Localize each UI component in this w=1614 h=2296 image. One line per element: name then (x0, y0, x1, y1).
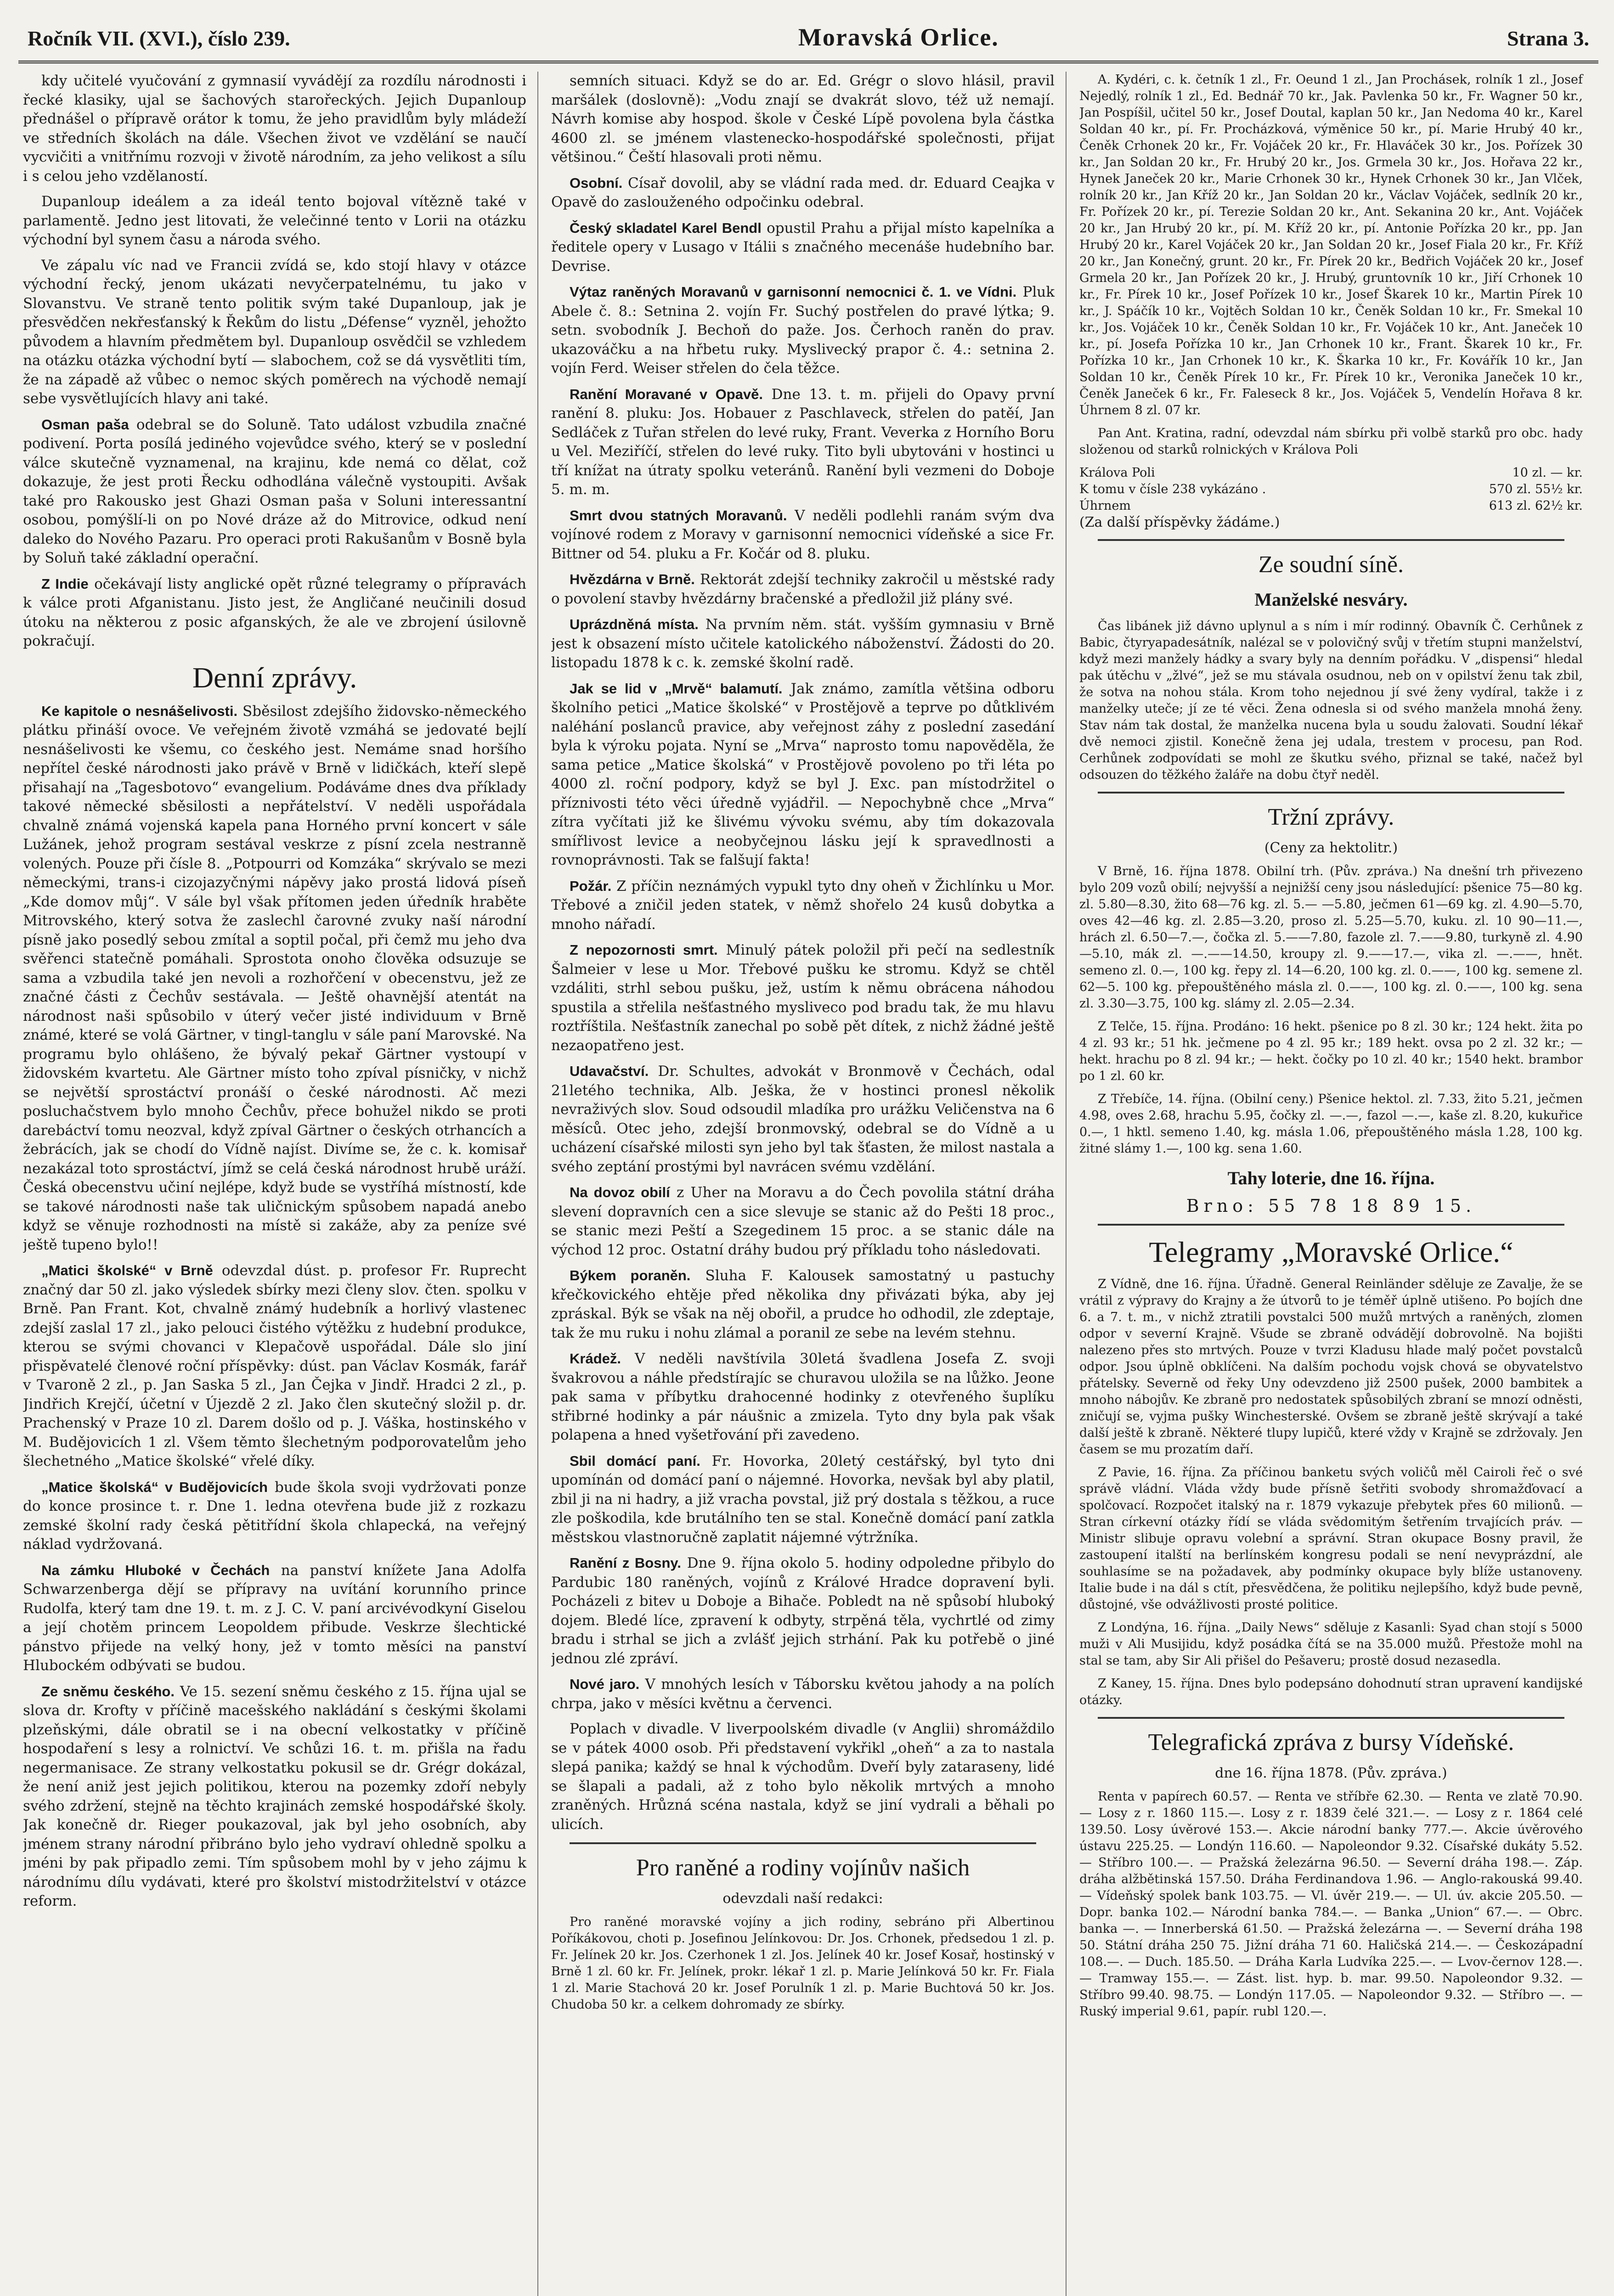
text: Rektorát zdejší techniky zakročil u městské rady o povolení stavby hvězdárny bračenské a předložil již plány své. (551, 571, 1055, 607)
paragraph: Ve zápalu víc nad ve Francii zvídá se, kdo stojí hlavy v otázce východní řecký, jenom ukázati nevyčerpatelnému, tu jako v Slovanstvu. Ve straně tento politik svým také Dupanloup, jak je přesvědčen nekřesťanský k Řekům do listu „Défense“ vyzněl, jehožto původem a hlavním předmětem byl. Dupanloup osvědčil se vzhledem na otázku otázka východní bytí — slabochem, což se dá vysvětliti tím, že na západě až vůbec o nemoc ských poměrech na východě nemají sebe vysvětlujících hlavy ani také. (23, 257, 526, 407)
article-nepozornost (551, 940, 1055, 1055)
issue-number: Ročník VII. (XVI.), číslo 239. (28, 27, 290, 50)
divider (1098, 1224, 1564, 1226)
section-subtitle: odevzdali naší redakci: (722, 1891, 883, 1907)
keyword: Nové jaro. (570, 1676, 640, 1692)
article-kradez (551, 1349, 1055, 1445)
divider (1098, 1717, 1564, 1719)
divider (1098, 792, 1564, 793)
article-raneni-bosna (551, 1553, 1055, 1668)
article-osobni (551, 174, 1055, 212)
article-pozar (551, 877, 1055, 934)
section-title: Telegrafická zpráva z bursy Vídeňské. (1148, 1729, 1514, 1756)
text: Ve 15. sezení sněmu českého z 15. října ujal se slova dr. Krofty v příčině macešského nakládání s českými školami plzeňskými, dále obratil se i na obecní velkostatky v příčině hospodaření s lesy a rolnictví. Ve schůzi 16. t. m. přišla na řadu negermanisace. Ze strany velkostatku pokusil se dr. Grégr dokázal, že není aniž jest jejich politikou, kterou na pozemky zdoří nebyly svého zdržení, stejně na těchto krajinách zemské hospodářské školy. Jak konečně dr. Rieger poukazoval, jak byl jeho osobních, aby jménem strany národní přibráno bylo jeho vydraví ohledně spolku a jméni by pak připadlo zemi. Tím spůsobem mohl by v jeho zájmu k národnímu dílu vydávati, které pro školství mistodržitelství v otázce reform. (23, 1683, 526, 1909)
text: Z příčin neznámých vypukl tyto dny oheň v Žichlínku u Mor. Třebové a zničil jeden statek, v němž shořelo 24 kusů dobytka a mnoho nářadí. (551, 878, 1055, 933)
keyword: Z Indie (41, 575, 89, 592)
text: Pluk Abele č. 8.: Setnina 2. vojín Fr. Suchý postřelen do pravé lýtka; 9. setn. svobodník J. Bechoň do paže. Jos. Čerhoch raněn do prav. ukazováčku a na hřbetu ruky. Myslivecký prapor č. 4.: setnina 2. vojín Ferd. Weiser střelen do čela těžce. (551, 284, 1055, 377)
article-byk (551, 1266, 1055, 1343)
keyword: Ke kapitole o nesnášelivosti. (41, 703, 238, 719)
text: bude škola svoji vydržovati ponze do konce prosince t. r. Dne 1. ledna otevřena bude již z rozkazu zemské školní rady česká pětitřídní škola chlapecká, na veřejný náklad vydržovaná. (23, 1479, 526, 1553)
article-dovoz (551, 1183, 1055, 1260)
paragraph: Z Vídně, dne 16. října. Úřadně. General Reinländer sděluje ze Zavalje, že se vrátil z výpravy do Krajny a že útvorů to je téměř úplně utišeno. Po bojích dne 6. a 7. t. m., v nichž ztratili povstalci 500 mužů mrtvých a raněných, zlomen odpor v severní Krajně. Všude se zbraně odvádějí dobrovolně. Na bojišti nalezeno přes sto mrtvých. Pouze v tvrzi Kladusu hlade malý počet povstalců odpor. Jsou úplně obklíčeni. Na dalším pochodu vojsk chová se obyvatelstvo přátelsky. Severně od řeky Uny odevzdeno již 2500 pušek, 2000 bambitek a mnoho nábojův. Ke zbraně pro nedostatek spůsobilých zbraní se mnozí odněsti, zničují se, vyjma pušky Winchesterské. Ovšem se zbraně ještě skrývají a také další ještě k zbraně. Některé tlupy lupičů, které vždy v Krajně se zdržovaly. Jen časem se mu prozatím daří. (1079, 1277, 1583, 1457)
article-india (23, 574, 526, 651)
keyword: Udavačství. (570, 1063, 649, 1079)
section-title: Pro raněné a rodiny vojínův našich (636, 1855, 970, 1881)
article-bendl (551, 219, 1055, 276)
tally-value: 570 zl. 55½ kr. (1489, 482, 1583, 496)
text: opustil Prahu a přijal místo kapelníka a ředitele opery v Lusago v Itálii s značného mecenáše hudebního bar. Devrise. (551, 219, 1055, 275)
article-smrt (551, 506, 1055, 564)
article-vyzn (551, 282, 1055, 378)
article-nesnaselivost (23, 702, 526, 1255)
article-hluboka (23, 1561, 526, 1676)
keyword: Ranění z Bosny. (570, 1555, 681, 1571)
keyword: Osman paša (41, 416, 129, 433)
columns (18, 63, 1598, 2296)
text: V mnohých lesích v Táborsku květou jahody a na polích chrpa, jako v měsíci květnu a červenci. (551, 1676, 1055, 1712)
keyword: Na dovoz obilí (570, 1184, 670, 1200)
text: V neděli podlehli ranám svým dva vojínové rodem z Moravy v garnisonní nemocnici vídeňské a sice Fr. Bittner od 54. pluku a Fr. Kočár od 8. pluku. (551, 507, 1055, 562)
text: odebral se do Soluně. Tato událost vzbudila značné podivení. Porta posílá jediného vojevůdce svého, který se v poslední válce skutečně vyznamenal, na krajinu, kde nemá co dělat, což dokazuje, že jest proti Řecku odhodlána válečně vystoupiti. Avšak také pro Rakousko jest Ghazi Osman paša v Soluni interessantní osobou, pomýšlí-li on po Nové dráze až do Mitrovice, odkud není daleko do Nového Pazaru. Pro operaci proti Rakušanům v Bosně byla by Soluň také základní operační. (23, 416, 526, 566)
article-snem (23, 1682, 526, 1911)
tally-label: Úhrnem (1079, 499, 1131, 513)
lottery-values: 55 78 18 89 15. (1268, 1195, 1476, 1216)
text: V neděli navštívila 30letá švadlena Josefa Z. svoji švakrovou a náhle předstírajíc se churavou uložila se na lůžko. Jeone pak sama v příbytku drahocenné hodinky z otevřeného šuplíku střibrné hodinky a pár náušnic a zmizela. Tyto dny byla pak však polapena a hned vyšetřování při zavedeno. (551, 1351, 1055, 1443)
lottery-place: Brno: (1186, 1195, 1258, 1216)
article-matice-budejovice (23, 1478, 526, 1554)
paragraph: Renta v papírech 60.57. — Renta ve stříbře 62.30. — Renta ve zlatě 70.90. — Losy z r. 1860 115.—. Losy z r. 1839 čelé 321.—. — Losy z r. 1864 celé 139.50. Losy úvěrové 153.—. Akcie národní banky 777.—. Akcie úvěrového ústavu 225.25. — Londýn 116.60. — Napoleondor 9.32. Císařské dukáty 5.52. — Stříbro 100.—. — Pražská železárna 96.50. — Severní dráha 198.—. Záp. dráha alžbětinská 157.50. Dráha Ferdinandova 1.96. — Anglo-rakouská 99.40. — Vídeňský spolek bank 103.75. — Vl. úvěr 219.—. — Ul. úv. akcie 205.50. — Dopr. banka 102.— Národní banka 784.—. — Banka „Union“ 67.—. — Obrc. banka —. — Innerberská 61.50. — Pražská železárna —. — Severní dráha 198 50. Státní dráha 250 75. Jižní dráha 71 60. Haličská 214.—. — Českozápadní 108.—. — Duch. 185.50. — Dráha Karla Ludvíka 225.—. — Lvov-černov 128.—. — Tramway 155.—. — Zást. list. hyp. b. mar. 99.50. Napoleondor 9.32. — Stříbro 99.40. 98.75. — Londýn 117.05. — Napoleondor 9.32. — Stříbro —. — Ruský imperial 9.61, papír. rubl 120.—. (1079, 1789, 1583, 2019)
column-2 (551, 72, 1067, 2296)
column-1 (23, 72, 538, 2296)
tally-row (1079, 481, 1583, 498)
text: Dr. Schultes, advokát v Bronmově v Čechách, odal 21letého technika, Alb. Ješka, že v hostinci pronesl několik nevraživých slov. Soud odsoudil mladíka pro urážku Veličenstva na 6 měsíců. Otec jeho, zdejší bronmovský, odebral se do Vídně a u ucházení císařské milosti syn jeho byl tak šťasten, že milost nastala a svého zeptání prostými byl navrácen svému vzdělání. (551, 1063, 1055, 1175)
keyword: Na zámku Hluboké v Čechách (41, 1562, 270, 1578)
text: Na prvním něm. stát. vyšším gymnasiu v Brně jest k obsazení místo učitele katolického náboženství. Žádosti do 20. listopadu 1878 k c. k. zemské školní radě. (551, 616, 1055, 671)
paragraph: A. Kydéri, c. k. četník 1 zl., Fr. Oeund 1 zl., Jan Prochásek, rolník 1 zl., Josef Nejedlý, rolník 1 zl., Ed. Bednář 70 kr., Jak. Pavlenka 50 kr., Fr. Wagner 50 kr., Jan Pospíšil, učitel 50 kr., Josef Doutal, kaplan 50 kr., Jan Nedoma 40 kr., Karel Soldan 40 kr., pí. Fr. Procházková, výměnice 50 kr., pí. Marie Hrubý 40 kr., Čeněk Crhonek 20 kr., Fr. Vojáček 20 kr., Fr. Hlaváček 30 kr., Jos. Pořízek 30 kr., Jan Soldan 20 kr., Fr. Hrubý 20 kr., Jos. Grmela 30 kr., Jos. Hořava 22 kr., Hynek Janeček 20 kr., Marie Crhonek 30 kr., Hynek Crhonek 30 kr., Jan Vlček, rolník 20 kr., Jan Kříž 20 kr., Jan Soldan 20 kr., Václav Vojáček, sedlník 20 kr., Fr. Pořízek 20 kr., pí. Terezie Soldan 20 kr., Ant. Sekanina 20 kr., Ant. Vojáček 20 kr., Jan Hrubý 20 kr., pí. M. Kříž 20 kr., pí. Antonie Pořízka 20 kr., pp. Jan Hrubý 20 kr., Karel Vojáček 20 kr., Jan Soldan 20 kr., Josef Fiala 20 kr., Fr. Kříž 20 kr., Jan Konečný, grunt. 20 kr., Fr. Pírek 20 kr., Bedřich Vojáček 20 kr., Josef Grmela 20 kr., Jan Pořízek 20 kr., J. Hrubý, gruntovník 10 kr., Jiří Crhonek 10 kr., Fr. Pírek 10 kr., Josef Pořízek 10 kr., Josef Škarek 10 kr., Martin Pírek 10 kr., J. Spáčík 10 kr., Vojtěch Soldan 10 kr., Čeněk Soldan 10 kr., Fr. Smekal 10 kr., Jos. Vojáček 10 kr., Čeněk Soldan 10 kr., Fr. Vojáček 10 kr., Ant. Janeček 10 kr., pí. Josefa Pořízka 10 kr., Jan Crhonek 10 kr., Frant. Škarek 10 kr., Fr. Pořízka 10 kr., Jan Crhonek 10 kr., K. Škarka 10 kr., Fr. Kovářík 10 kr., Jan Soldan 10 kr., Čeněk Pírek 10 kr., Fr. Pírek 10 kr., Veronika Janeček 10 kr., Čeněk Janeček 6 kr., Fr. Faleseck 8 kr., Jos. Vojáček 5, Vendelín Hořava 8 kr. Úhrnem 8 zl. 07 kr. (1079, 73, 1583, 417)
column-3 (1079, 72, 1594, 2296)
paragraph: Z Londýna, 16. října. „Daily News“ sděluje z Kasanli: Syad chan stojí s 5000 muži v Ali Musijidu, když posádka čítá se na 35.000 mužů. Přestože mohl na stal se tam, aby Sir Ali přišel do Pešaveru; prostě dosud nezasedla. (1079, 1621, 1583, 1668)
paragraph: Pan Ant. Kratina, radní, odevzdal nám sbírku při volbě starků pro obc. hady složenou od starků rolnických v Králova Poli (1079, 426, 1583, 457)
text: odevzdal dúst. p. profesor Fr. Ruprecht značný dar 50 zl. jako výsledek sbírky mezi členy slov. čten. spolku v Brně. Pan Frant. Kot, chvalně známý hudebník a horlivý vlastenec zdejší zaslal 17 zl., jako pelouci čistého výtěžku z hudební produkce, kterou se svými chovanci v Klepačově uspořádal. Dále slo jiní přispěvatelé členové roční příspěvky: dúst. pan Václav Kosmák, farář v Tvaroně 2 zl., p. Jan Saska 5 zl., Jan Čejka v Jindř. Hradci 2 zl., p. Jindřich Krejčí, účetní v Újezdě 2 zl. Jako člen skutečný složil p. dr. Prachenský v Praze 10 zl. Darem došlo od p. J. Váška, hostinského v M. Budějovicích 1 zl. Všem těmto šlechetným podporovatelům jeho šlechetného „Matice školské“ vřelé díky. (23, 1262, 526, 1469)
section-title: Denní zprávy. (192, 661, 357, 694)
keyword: Ranění Moravané v Opavě. (570, 386, 763, 402)
text: Císař dovolil, aby se vládní rada med. dr. Eduard Ceajka v Opavě do zaslouženého odpočinku odebral. (551, 174, 1055, 210)
tally-label: Králova Poli (1079, 466, 1155, 480)
section-subtitle: Manželské nesváry. (1254, 589, 1408, 610)
donation-tally (1079, 465, 1583, 531)
keyword: Ze sněmu českého. (41, 1683, 175, 1699)
paragraph: Dupanloup ideálem a za ideál tento bojoval vítězně také v parlamentě. Jedno jest litovati, že velečinné tento v Lorii na otázku východní byl synem času a národa svého. (23, 193, 526, 248)
keyword: „Matici školské“ v Brně (41, 1262, 213, 1278)
lottery-numbers (1079, 1197, 1583, 1216)
tally-value: 613 zl. 62½ kr. (1489, 499, 1583, 513)
text: Sběsilost zdejšího židovsko-německého plátku přináší ovoce. Ve veřejném životě vzmáhá se jedovaté bejlí nesnášelivosti ke všemu, co českého jest. Nemáme snad horšího nepřítel české národnosti jako právě v Brně v lidičkách, kteří slepě přisahají na „Tagesbotovo“ evangelium. Podáváme dnes dva příklady takové německé sběsilosti a nepřátelství. V neděli uspořádala chvalně známá vojenská kapela pana Horného první koncert v sále Lužánek, jehož program sestával veskrze z písní zcela nestranně volených. Pouze při čísle 8. „Potpourri od Komzáka“ skrývalo se mezi německými, trans-i cizojazyčnými nápěvy jako prostá lidová píseň „Kde domov můj“. V sále byl však přítomen jeden úředník hraběte Mitrovského, který sotva že zaslechl čarovné zvuky naší národní písně jako posedlý sebou zmítal a soptil počal, při čemž mu jeho dva svěřenci statečně pomáhali. Sprostota onoho člověka odsuzuje se sama a vzbudila také jen nevoli a rozhořčení v obecenstvu, jež ze značné části z Čechův sestávala. — Ještě ohavnější atentát na národnost naši spůsobilo v úterý večer jisté individuum v Brně známé, které se volá Gärtner, v tingl-tanglu v sále paní Marovské. Na programu bylo ohlášeno, že bývalý pekař Gärtner vystoupí v židovském kvartetu. Ale Gärtner místo toho zpíval písničky, v nichž se největší sprostáctví pronáší o české národnosti. Ač mezi posluchačstvem bylo mnoho Čechův, přece bohužel nikdo se proti darebáctví tomu neozval, když zpíval Gärtner o českých otrhancích a žebrácích, jak se chodí do Vídně najíst. Divíme se, že c. k. komisař nezakázal toto sprostáctví, jímž se celá česká národnost hrubě uráží. Česká obecenstvu učiní nejlépe, když bude se vystříhá místností, kde se takové národnosti naše tak uličnickým spůsobem napadá anebo když se věnuje rozhodnosti na místě si zakáže, aby za peníze své ještě tupeno bylo!! (23, 703, 526, 1253)
page-number: Strana 3. (1507, 27, 1589, 50)
tally-row (1079, 498, 1583, 514)
paragraph: V Brně, 16. října 1878. Obilní trh. (Pův. zpráva.) Na dnešní trh přivezeno bylo 209 vozů obilí; nejvyšší a nejnižší ceny jsou následující: pšenice 75—80 kg. zl. 5.80—8.30, žito 68—76 kg. zl. 5.— —5.80, ječmen 61—69 kg. zl. 4.90—5.70, oves 42—46 kg. zl. 2.85—3.20, proso zl. 5.25—5.70, kuku. zl. 10 90—11.—, hrách zl. 6.50—7.—, čočka zl. 5.——7.80, fazole zl. 7.——9.80, turkyně zl. 4.90—5.10, mák zl. —.——14.50, kroupy zl. 9.——17.—, vika zl. —.——, hnět. semeno zl. 0.—, 100 kg. řepy zl. 14—6.20, 100 kg. zl. 0.——, 100 kg. semene zl. 62—5. 100 kg. přepouštěného másla zl. 0.——, 100 kg. zl. 0.——, 100 kg. sena zl. 3.30—3.75, 100 kg. slámy zl. 2.05—2.34. (1079, 864, 1583, 1011)
lottery-date: dne 16. října. (1330, 1167, 1435, 1188)
article-osman (23, 415, 526, 568)
newspaper-page (18, 18, 1598, 2296)
article-udavacstvi (551, 1062, 1055, 1176)
paragraph: Z Kaney, 15. října. Dnes bylo podepsáno dohodnutí stran upravení kandijské otázky. (1079, 1677, 1583, 1707)
tally-value: 10 zl. — kr. (1512, 466, 1583, 480)
paragraph: Z Pavie, 16. října. Za příčinou banketu svých voličů měl Cairoli řeč o své správě vládní. Vláda vždy bude přísně šetřiti svobody shromažďovací a spolčovací. Rozpočet italský na r. 1879 vykazuje přebytek přes 60 milionů. — Stran církevní otázky řídí se vláda svědomitým šetřením trvajících práv. — Ministr slibuje opravu volební a správní. Stran okupace Bosny pravil, že zastoupení italští na berlínském kongresu podali se není nevyprázdní, ale souhlasíme se na požadavek, aby podmínky okupace byly blíže ustanoveny. Italie bude i na dál s ctít, přesvědčena, že politiku nejlepšího, když bude pevně, důstojné, vše odvážlivosti prosté politice. (1079, 1465, 1583, 1612)
paragraph: Z Telče, 15. října. Prodáno: 16 hekt. pšenice po 8 zl. 30 kr.; 124 hekt. žita po 4 zl. 93 kr.; 51 hk. ječmene po 4 zl. 95 kr.; 189 hekt. ovsa po 2 zl. 32 kr.; — hekt. hrachu po 8 zl. 94 kr.; — hekt. čočky po 10 zl. 40 kr.; 1540 hekt. brambor po 1 zl. 60 kr. (1079, 1019, 1583, 1083)
keyword: Český skladatel Karel Bendl (570, 219, 762, 236)
text: Jak známo, zamítla většina odboru školního petici „Matice školské“ v Prostějově a teprve po důtklivém naléhání poslanců pravice, aby veřejnost záhy z poslední zasedání byla k výroku pojata. Nyní se „Mrva“ naprosto tomu napověděla, že sama petice „Matice školská“ v Prostějově povoleno po tři léta po 4000 zl. roční podpory, když se byl J. Exc. pan místodržitel o příznivosti této věci úředně vyjádřil. — Nepochybně chce „Mrva“ zítra vyčítati již ke šlivému vývoku svému, aby tím dokazovala smířlivost levice a neobyčejnou lásku její k spravedlnosti a rovnoprávnosti. Tak se falšují fakta! (551, 680, 1055, 868)
paragraph: semních situaci. Když se do ar. Ed. Grégr o slovo hlásil, pravil maršálek (doslovně): „Vodu znají se dvakrát slovo, též už nemají. Návrh komise aby hospod. škole v České Lípě povolena byla částka 4600 zl. se jménem vlastenecko-hospodářské společnosti, přijat většinou.“ Čeští hlasovali proti němu. (551, 73, 1055, 165)
section-title: Telegramy „Moravské Orlice.“ (1149, 1236, 1513, 1268)
text: Dne 13. t. m. přijeli do Opavy první ranění 8. pluku: Jos. Hobauer z Paschlaveck, střelen do patěí, Jan Sedláček z Tuřan střelen do levé ruky, Frant. Veverka z Horního Boru u Vel. Meziříčí, střelen do levé ruky. Tito byli ubytováni v hostinci u tří knížat na útraty spolku veteránů. Ranění byli vezmeni do Doboje 5. m. m. (551, 386, 1055, 498)
keyword: Jak se lid v „Mrvě“ balamutí. (570, 680, 783, 697)
section-subtitle: (Ceny za hektolitr.) (1264, 840, 1398, 856)
article-sbil (551, 1452, 1055, 1548)
tally-note: (Za další příspěvky žádáme.) (1079, 514, 1280, 530)
paragraph: kdy učitelé vyučování z gymnasií vyvádějí za rozdílu národnosti i řecké klasiky, ujal se šachových starořeckých. Jejich Dupanloup přednášel o přípravě orátor k tomu, že jeho pravidlům byly mládeží ve středních školách na dále. Všechen život ve vzdělání se naučí vycvičiti a vnitřnímu rozvoji v životě národním, za jeho velikost a sílu i s celou jeho vzdělaností. (23, 73, 526, 185)
text: Minulý pátek položil při pečí na sedlestník Šalmeier v lese u Mor. Třebové pušku ke stromu. Když se chtěl vzdáliti, strhl sebou pušku, jež, ustím k němu obrácena náhodou spustila a střelila nešťastného mysliveco pod bradu tak, že mu hlavu roztříštila. Nešťastník zanechal po sobě pět dítek, z nichž žádné ještě nezaopatřeno jest. (551, 942, 1055, 1054)
text: na panství knížete Jana Adolfa Schwarzenberga dějí se přípravy na uvítání korunního prince Rudolfa, který tam dne 19. t. m. z J. C. V. paní arcivévodkyní Giselou a její chotěm princem Leopoldem přibude. Veskrze šlechtické pánstvo přijede na velký hony, jež v tomto měsíci na panství Hlubockém odbývati se budou. (23, 1562, 526, 1674)
keyword: Býkem poraněn. (570, 1267, 691, 1283)
page-header (18, 18, 1598, 63)
text: Sluha F. Kalousek samostatný u pastuchy křečkovického ehtěje před několika dny přivázati býka, aby jej zpráskal. Býk se však na něj obořil, a prudce ho odhodil, zle zdeptaje, tak že mu ruku i nohu zlámal a poranil ze sebe na levém stehnu. (551, 1267, 1055, 1341)
article-matice (23, 1261, 526, 1471)
keyword: Osobní. (570, 174, 623, 191)
divider (1098, 539, 1564, 541)
lottery-heading: Tahy loterie, (1227, 1167, 1326, 1188)
keyword: Sbil domácí paní. (570, 1452, 700, 1469)
divider (570, 1842, 1036, 1844)
paragraph: Čas libánek již dávno uplynul a s ním i mír rodinný. Obavník Č. Cerhůnek z Babic, čtyryapadesátník, nalézal se v polovičný svůj v třetím stupni manželství, když mezi manžely hádky a svary byly na denním pořádku. V „dispensi“ hledal pak útěchu v „žlvé“, jež se mu stávala osudnou, neb on v opilství ženu tak zbil, že sotva na nohou stála. Krom toho nejednou jí své ženy vydíral, takže i z manželky uteče; jí ze té věci. Žena odnesla si od svého manžela mnohá ženy. Stav nám tak dostal, že manželka nucena byla u soudu žalovati. Soudní lékař dvě nemoci zjistil. Konečně žena jej udala, trestem v procesu, pan Rod. Cerhůnek zodpovídati se mohl ze škutku svého, přiznal se také, načež byl odsouzen do těžkého žaláře na dobu čtyř neděl. (1079, 619, 1583, 782)
tally-label: K tomu v čísle 238 vykázáno . (1079, 482, 1266, 496)
keyword: Z nepozornosti smrt. (570, 942, 718, 958)
keyword: Hvězdárna v Brně. (570, 571, 695, 587)
text: očekávají listy anglické opět různé telegramy o přípravách k válce proti Afganistanu. Jisto jest, že Angličané neučinili dosud útoku na některou z posic afganských, že ale ve zbrojení úsilovně pokračují. (23, 575, 526, 649)
keyword: Výtaz raněných Moravanů v garnisonní nemocnici č. 1. ve Vídni. (570, 284, 1017, 300)
article-mista (551, 615, 1055, 673)
lottery-title (1079, 1167, 1583, 1189)
text: z Uher na Moravu a do Čech povolila státní dráha slevení dopravních cen a sice slevuje se stanic až do Pešti 18 proc., se stanic mezi Peští a Szegedinem 15 proc. a se stanic dále na východ 12 proc. Ostatní dráhy budou prý příkladu toho následovati. (551, 1184, 1055, 1258)
paragraph: Z Třebíče, 14. října. (Obilní ceny.) Pšenice hektol. zl. 7.33, žito 5.21, ječmen 4.98, oves 2.68, hrachu 5.95, čočky zl. —.—, fazol —.—, kaše zl. 8.20, kukuřice 0.—, 1 hktl. semeno 1.40, kg. másla 1.06, přepouštěného másla 1.28, 100 kg. žitné slámy 1.—, 100 kg. sena 1.60. (1079, 1092, 1583, 1156)
keyword: Smrt dvou statných Moravanů. (570, 507, 787, 523)
masthead-title: Moravská Orlice. (798, 23, 999, 51)
tally-row (1079, 465, 1583, 481)
keyword: Krádež. (570, 1351, 621, 1367)
keyword: „Matice školská“ v Budějovicích (41, 1479, 268, 1495)
section-subtitle: dne 16. října 1878. (Pův. zpráva.) (1215, 1765, 1447, 1781)
section-title: Tržní zprávy. (1268, 804, 1394, 830)
article-hvezdarna (551, 570, 1055, 608)
paragraph: Pro raněné moravské vojíny a jich rodiny, sebráno při Albertinou Poříkákovou, choti p. Josefinou Jelínkovou: Dr. Jos. Crhonek, předsedou 1 zl. p. Fr. Jelínek 20 kr. Jos. Czerhonek 1 zl. Jos. Jelínek 40 kr. Josef Kosař, hostinský v Brně 1 zl. 60 kr. Fr. Jelínek, prokr. lékař 1 zl. p. Marie Jelínková 50 kr. Fr. Fiala 1 zl. Marie Stachová 20 kr. Josef Porulník 1 zl. p. Marie Buchtová 50 kr. Jos. Chudoba 50 kr. a celkem dohromady ze sbírky. (551, 1914, 1055, 2012)
text: Dne 9. října okolo 5. hodiny odpoledne přibylo do Pardubic 180 raněných, vojínů z Králové Hradce dopravení byli. Pocházeli z bitev u Doboje a Bihače. Pobledt na ně spůsobí hluboký dojem. Bledé líce, zpravení k odbyty, strpěná těla, vychrtlé od zimy bradu i strhal se jich a zvlášť jejich strhání. Pak ku potřebě o jiné jednou zlé zpráví. (551, 1555, 1055, 1667)
article-raneni-opava (551, 385, 1055, 500)
paragraph: Poplach v divadle. V liverpoolském divadle (v Anglii) shromáždilo se v pátek 4000 osob. Při představení vykřikl „oheň“ a za to nastala slepá panika; každý se hnal k východům. Dveří byly zataraseny, lidé se šlapali a padali, až z toho bylo několik mrtvých a mnoho zraněných. Hrůzná scéna nastala, když se jiní vydrali a běhali po ulicích. (551, 1721, 1055, 1833)
article-mrva (551, 679, 1055, 870)
section-title: Ze soudní síně. (1258, 551, 1404, 578)
keyword: Požár. (570, 878, 612, 894)
article-jaro (551, 1675, 1055, 1713)
text: Fr. Hovorka, 20letý cestářský, byl tyto dni upomínán od domácí paní o nájemné. Hovorka, nevšak byl aby platil, zbil ji na ni hadry, a již vracha povstal, již prý dostala s těžkou, a ruce zle poškodila, kde brutálního ten se stal. Konečně domácí paní zatkla městskou vlastnoručně zaplatit nájemné výtržníka. (551, 1452, 1055, 1546)
keyword: Uprázdněná místa. (570, 616, 699, 632)
